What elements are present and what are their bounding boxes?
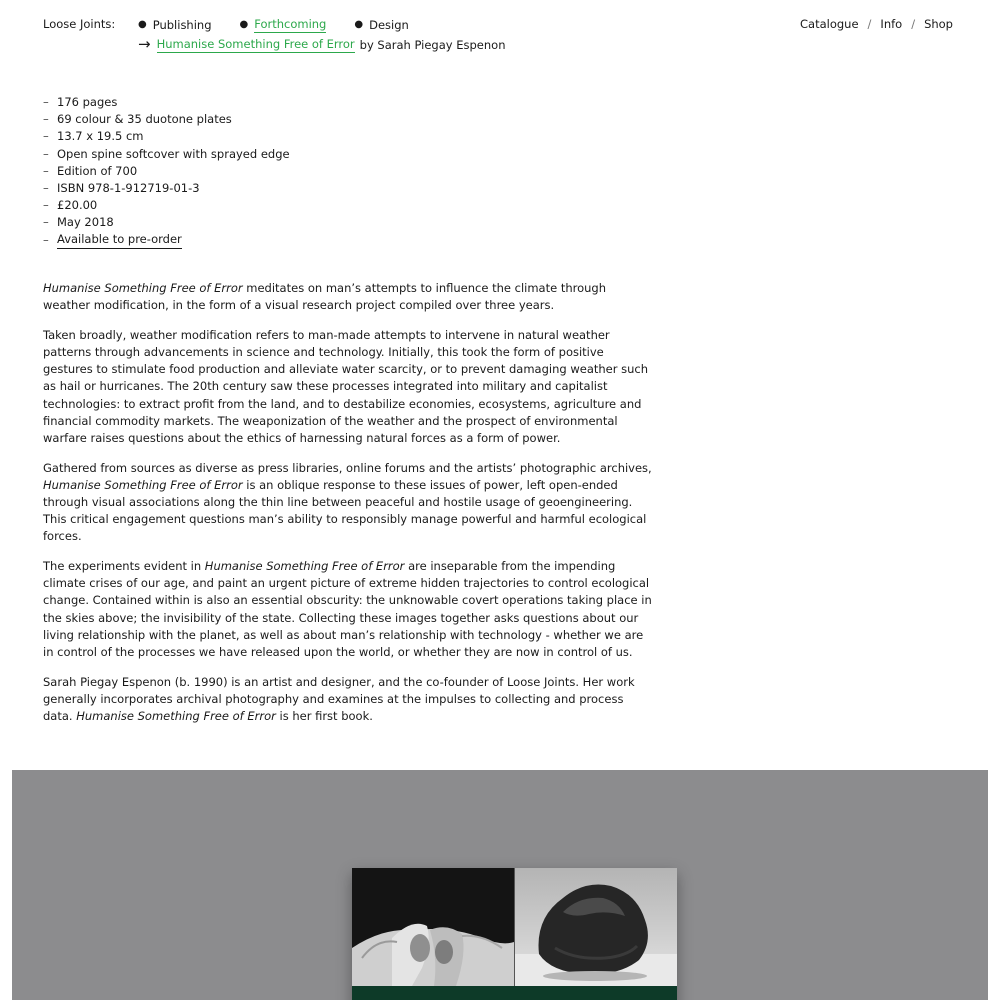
dash: – [43, 129, 49, 144]
spec-value: Edition of 700 [57, 163, 138, 178]
breadcrumb [138, 36, 506, 54]
paragraph-weather-modification: Taken broadly, weather modification refers to man-made attempts to intervene in natural weather patterns through advancements in science and technology. Initially, this took the form of positive gestures to stimulate food production and alleviate water scarcity, or to prevent damaging weather such as hail or hurricanes. The 20th century saw these processes integrated into military and capitalist technologies: to extract profit from the land, and to destabilize economies, ecosystems, agriculture and financial commodity markets. The weaponization of the weather and the prospect of environmental warfare raises questions about the ethics of harnessing natural forces as a form of power. [43, 327, 649, 446]
paragraph-sources [43, 460, 653, 546]
nav-label[interactable]: Design [369, 17, 409, 32]
info-link[interactable]: Info [880, 17, 903, 31]
spec-value: ISBN 978-1-912719-01-3 [57, 181, 200, 196]
text: is an oblique response to these issues of power, left open-ended through visual associations along the thin line between peaceful and hostile usage of geoengineering. This critical engagement questions man’s ability to responsibly manage powerful and harmful ecological forces. [43, 477, 647, 544]
site-header [43, 16, 953, 56]
dash: – [43, 198, 49, 213]
book-specs-list [43, 94, 290, 249]
spec-value: Open spine softcover with sprayed edge [57, 146, 290, 161]
text: are inseparable from the impending climate crises of our age, and paint an urgent picture of extreme hidden trajectories to control ecological change. Contained within is also an essential obscurity: the unknowable covert operations taking place in the skies above; the invisibility of the state. Collecting these images together asks questions about our living relationship with the planet, as well as about man’s relationship with technology - whether we are in control of the processes we have released upon the world, or whether they are now in control of us. [43, 559, 652, 660]
paragraph-experiments [43, 558, 653, 661]
separator: / [911, 17, 916, 31]
separator: / [867, 17, 872, 31]
dash: – [43, 112, 49, 127]
spec-date: May 2018 [57, 215, 114, 230]
list-item [43, 214, 290, 231]
arrow-right-icon: → [138, 35, 151, 53]
dash: – [43, 163, 49, 178]
nav-label[interactable]: Publishing [152, 17, 212, 32]
dash: – [43, 146, 49, 161]
main-nav [138, 16, 437, 33]
list-item [43, 146, 290, 163]
list-item [43, 180, 290, 197]
book-title: Humanise Something Free of Error [204, 559, 405, 574]
cover-photo-stone [515, 868, 677, 986]
bullet-icon: ● [239, 18, 249, 30]
spec-value: 13.7 x 19.5 cm [57, 129, 144, 144]
spec-value: 69 colour & 35 duotone plates [57, 112, 232, 127]
bullet-icon: ● [138, 18, 147, 30]
dash: – [43, 181, 49, 196]
paragraph-author-bio [43, 674, 653, 726]
list-item [43, 232, 290, 249]
book-cover-image [12, 770, 988, 1000]
book-title: Humanise Something Free of Error [43, 477, 243, 492]
text: Sarah Piegay Espenon (b. 1990) is an artist and designer, and the co-founder of Loose Joints. Her work generally incorporates archival photography and examines at the impulses to collecting and process data. [43, 674, 635, 724]
book-title: Humanise Something Free of Error [43, 281, 243, 295]
text: Gathered from sources as diverse as press libraries, online forums and the artists’ photographic archives, [43, 460, 652, 475]
nav-item-publishing[interactable] [138, 16, 212, 33]
cover-band [352, 986, 677, 1000]
dash: – [43, 215, 49, 230]
author-byline: by Sarah Piegay Espenon [359, 38, 506, 52]
shop-link[interactable]: Shop [924, 17, 953, 31]
text: The experiments evident in [43, 559, 205, 574]
book-mockup [352, 868, 677, 1000]
catalogue-link[interactable]: Catalogue [800, 17, 859, 31]
book-description [43, 280, 653, 738]
list-item [43, 163, 290, 180]
preorder-link[interactable]: Available to pre-order [57, 232, 182, 249]
utility-nav [800, 16, 953, 32]
dash: – [43, 95, 49, 109]
list-item [43, 128, 290, 145]
spec-value: 176 pages [57, 95, 118, 109]
list-item [43, 94, 290, 111]
text: is her first book. [275, 709, 373, 724]
list-item [43, 197, 290, 214]
book-title-link[interactable]: Humanise Something Free of Error [156, 37, 355, 51]
brand-link[interactable]: Loose Joints: [43, 17, 116, 31]
paragraph-intro [43, 280, 653, 314]
dash: – [43, 232, 49, 247]
nav-item-design[interactable] [354, 16, 408, 33]
text: meditates on man’s attempts to influence the climate through weather modification, in the form of a visual research project compiled over three years. [43, 281, 607, 313]
cover-photo-hands [352, 868, 514, 986]
list-item [43, 111, 290, 128]
spec-price: £20.00 [57, 198, 98, 213]
nav-item-forthcoming[interactable] [240, 16, 327, 33]
book-title: Humanise Something Free of Error [76, 709, 276, 724]
bullet-icon: ● [354, 18, 364, 30]
nav-label[interactable]: Forthcoming [254, 17, 327, 31]
